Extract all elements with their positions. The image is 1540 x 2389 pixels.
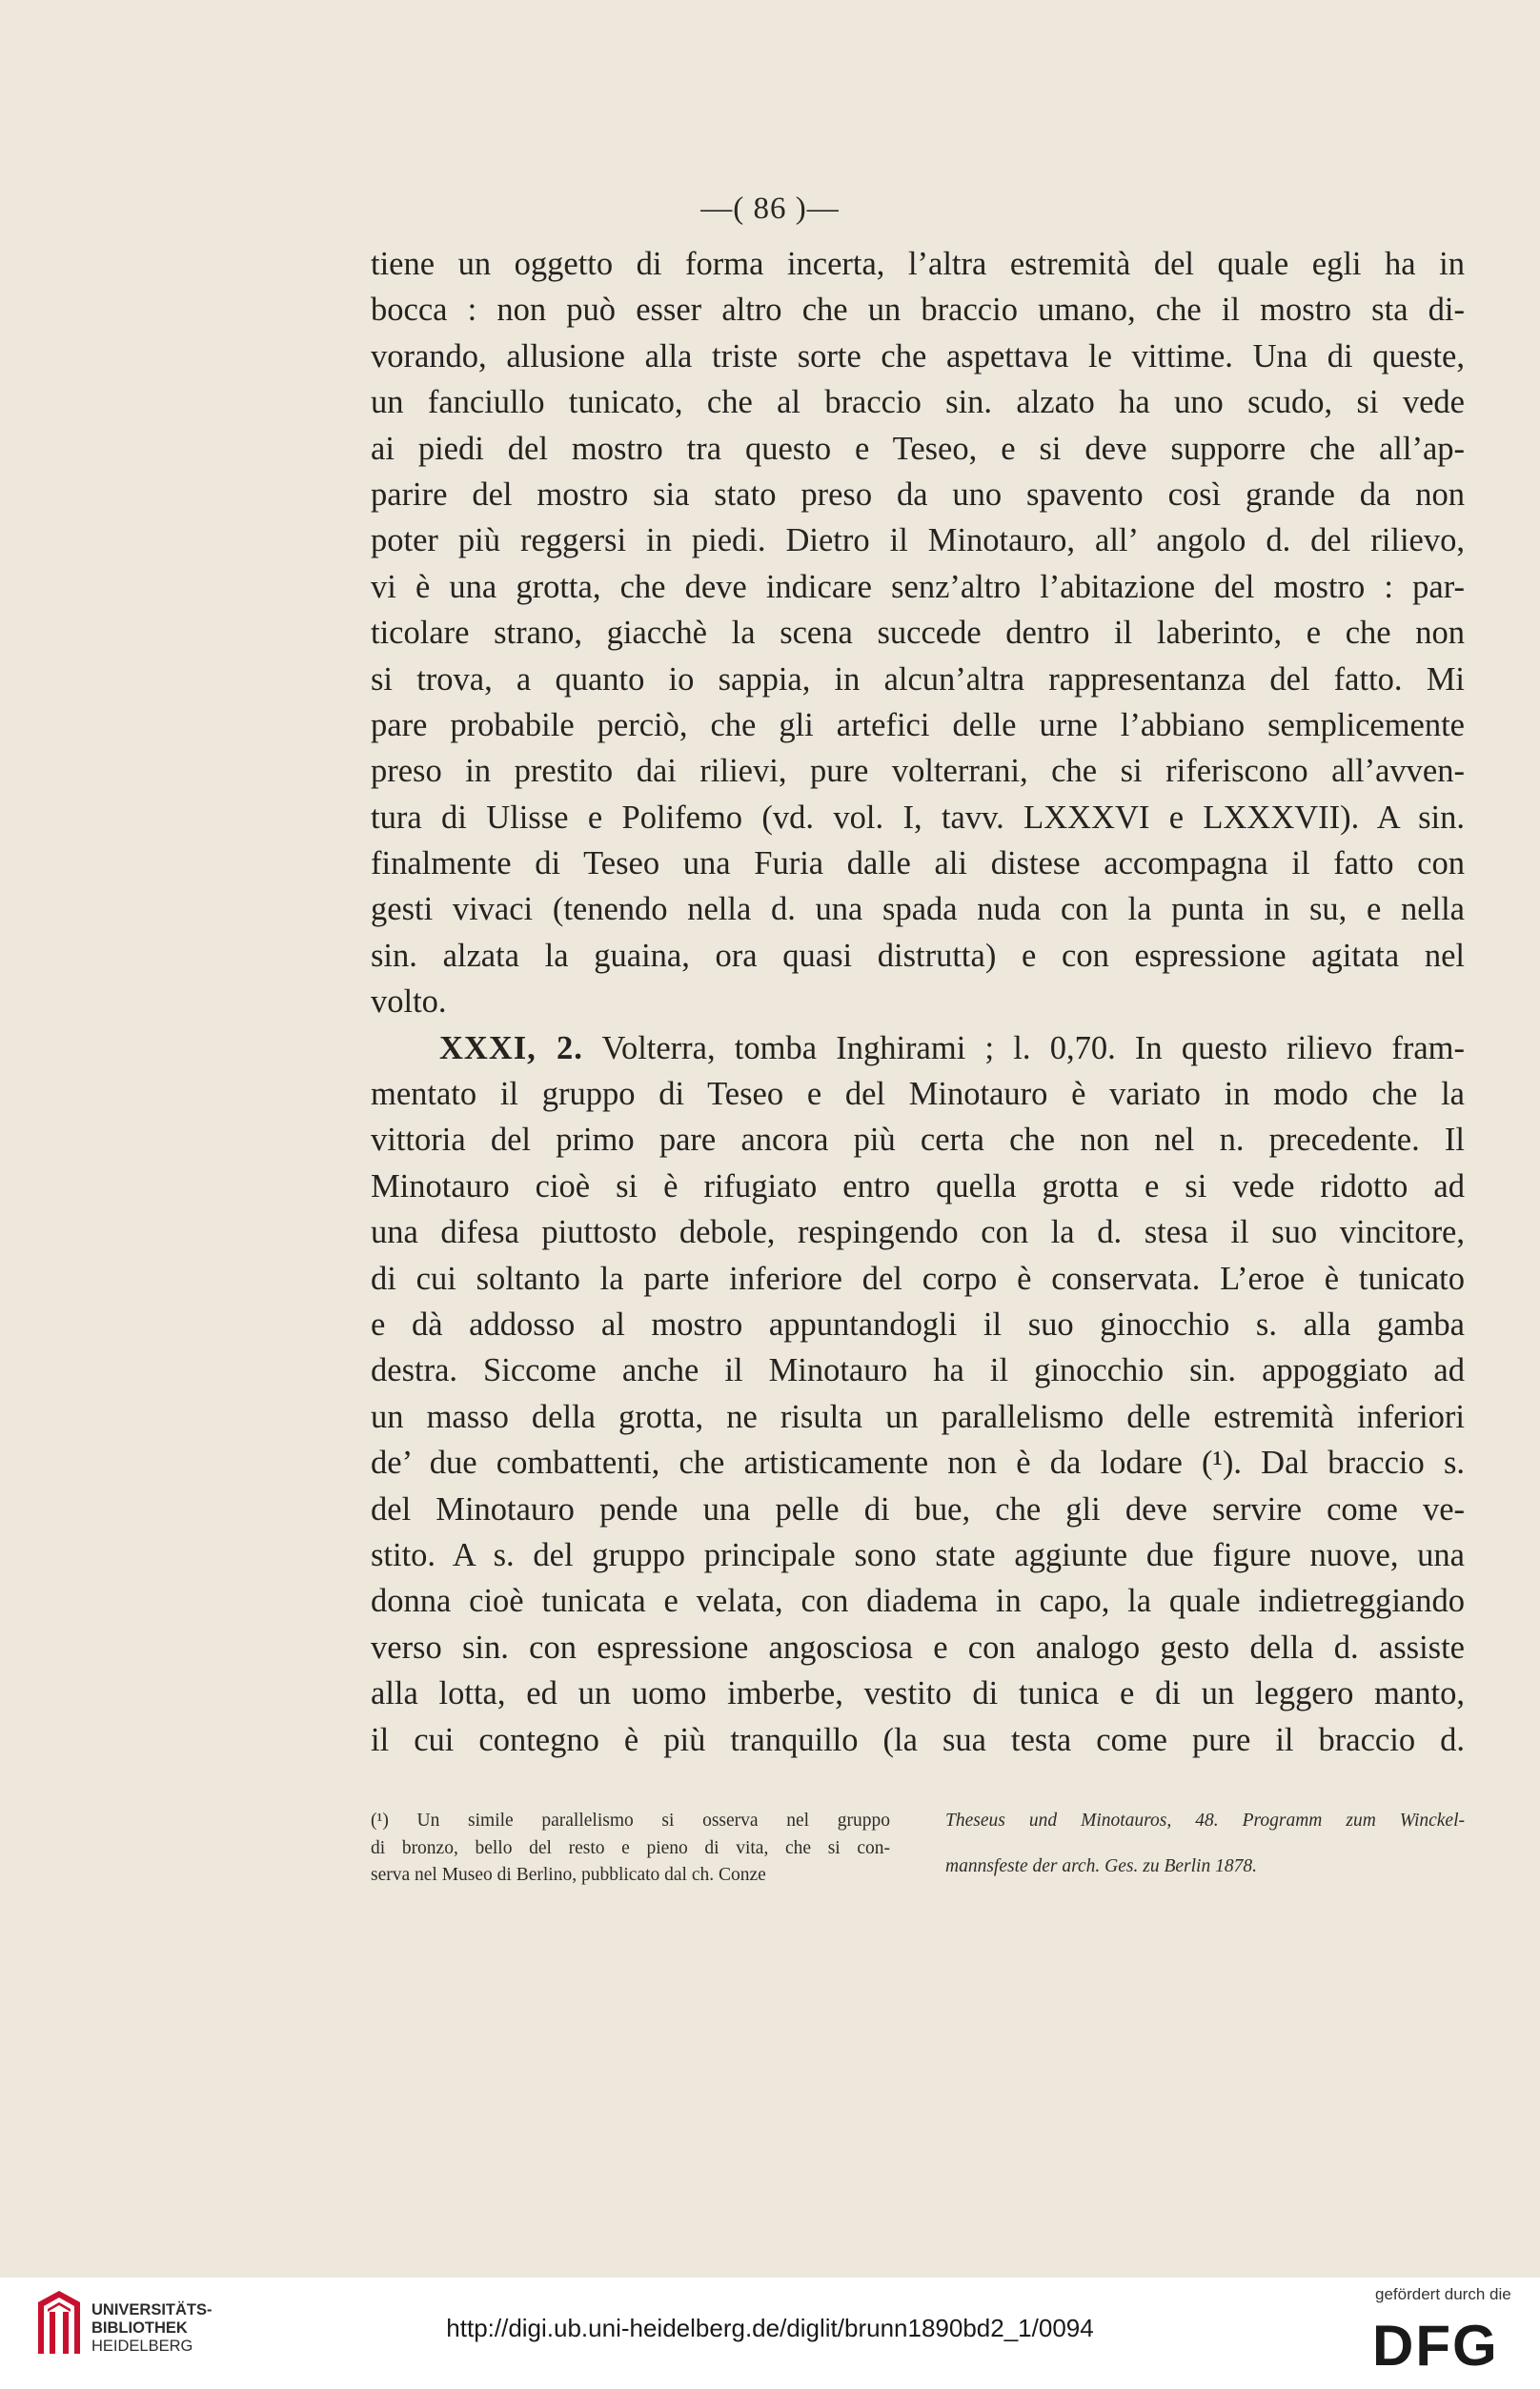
- footnote-line: (¹) Un simile parallelismo si osserva nel gruppo: [371, 1811, 890, 1831]
- text-line: preso in prestito dai rilievi, pure volterrani, che si riferiscono all’avven-: [371, 753, 1465, 790]
- dfg-logo-text: DFG: [1372, 2314, 1499, 2371]
- text-line: vi è una grotta, che deve indicare senz’altro l’abitazione del mostro : par-: [371, 568, 1465, 605]
- footnotes: [371, 1808, 1465, 1900]
- footnote-left-column: [371, 1808, 890, 1900]
- text-line: si trova, a quanto io sappia, in alcun’altra rappresentanza del fatto. Mi: [371, 660, 1465, 698]
- text-line: alla lotta, ed un uomo imberbe, vestito di tunica e di un leggero manto,: [371, 1675, 1465, 1712]
- text-line: donna cioè tunicata e velata, con diadema in capo, la quale indietreggiando: [371, 1583, 1465, 1620]
- text-line: finalmente di Teseo una Furia dalle ali distese accompagna il fatto con: [371, 845, 1465, 882]
- footnote-line: serva nel Museo di Berlino, pubblicato dal ch. Conze: [371, 1865, 766, 1885]
- text-line: ai piedi del mostro tra questo e Teseo, e si deve supporre che all’ap-: [371, 430, 1465, 467]
- permalink-url[interactable]: http://digi.ub.uni-heidelberg.de/diglit/brunn1890bd2_1/0094: [446, 2314, 1094, 2342]
- text-line: sin. alzata la guaina, ora quasi distrutta) e con espressione agitata nel: [371, 937, 1465, 974]
- text-line: de’ due combattenti, che artisticamente non è da lodare (¹). Dal braccio s.: [371, 1445, 1465, 1482]
- text-line: poter più reggersi in piedi. Dietro il Minotauro, all’ angolo d. del rilievo,: [371, 522, 1465, 559]
- text-line: del Minotauro pende una pelle di bue, che gli deve servire come ve-: [371, 1490, 1465, 1528]
- text-line: e dà addosso al mostro appuntandogli il suo ginocchio s. alla gamba: [371, 1306, 1465, 1343]
- text-line: tura di Ulisse e Polifemo (vd. vol. I, tavv. LXXXVI e LXXXVII). A sin.: [371, 799, 1465, 836]
- footnote-line: di bronzo, bello del resto e pieno di vita, che si con-: [371, 1837, 890, 1858]
- text-line: pare probabile perciò, che gli artefici delle urne l’abbiano semplicemente: [371, 706, 1465, 743]
- text-line: [371, 1025, 1465, 1071]
- text-line: vittoria del primo pare ancora più certa che non nel n. precedente. Il: [371, 1122, 1465, 1159]
- text-line: stito. A s. del gruppo principale sono state aggiunte due figure nuove, una: [371, 1536, 1465, 1573]
- text-line: ticolare strano, giacchè la scena succede dentro il laberinto, e che non: [371, 615, 1465, 652]
- library-name-line3: HEIDELBERG: [91, 2338, 193, 2355]
- library-name-line1: UNIVERSITÄTS-: [91, 2301, 213, 2318]
- text-line: un masso della grotta, ne risulta un parallelismo delle estremità inferiori: [371, 1398, 1465, 1435]
- text-line: Minotauro cioè si è rifugiato entro quella grotta e si vede ridotto ad: [371, 1167, 1465, 1205]
- text-line: di cui soltanto la parte inferiore del corpo è conservata. L’eroe è tunicato: [371, 1260, 1465, 1297]
- text-line: tiene un oggetto di forma incerta, l’altra estremità del quale egli ha in: [371, 246, 1465, 282]
- text-line: parire del mostro sia stato preso da uno spavento così grande da non: [371, 476, 1465, 513]
- footnote-line: Theseus und Minotauros, 48. Programm zum Winckel-: [945, 1811, 1465, 1831]
- plate-reference: XXXI, 2.: [439, 1029, 583, 1066]
- text-line: mentato il gruppo di Teseo e del Minotauro è variato in modo che la: [371, 1076, 1465, 1113]
- footnote-right-column: [945, 1808, 1465, 1900]
- dfg-logo-icon[interactable]: [1370, 2314, 1519, 2371]
- text-line: vorando, allusione alla triste sorte che aspettava le vittime. Una di queste,: [371, 337, 1465, 375]
- text-line: destra. Siccome anche il Minotauro ha il ginocchio sin. appoggiato ad: [371, 1352, 1465, 1389]
- text-line: una difesa piuttosto debole, respingendo con la d. stesa il suo vincitore,: [371, 1214, 1465, 1251]
- text-line: il cui contegno è più tranquillo (la sua testa come pure il braccio d.: [371, 1721, 1465, 1758]
- funding-label: gefördert durch die: [1375, 2285, 1511, 2303]
- text-line: un fanciullo tunicato, che al braccio sin. alzato ha uno scudo, si vede: [371, 384, 1465, 421]
- page-number: —( 86 )—: [700, 192, 840, 226]
- text-line: bocca : non può esser altro che un braccio umano, che il mostro sta di-: [371, 292, 1465, 329]
- main-text: [371, 241, 1465, 1763]
- library-name-line2: BIBLIOTHEK: [91, 2319, 188, 2337]
- text-line: volto.: [371, 983, 447, 1021]
- text-line-rest: Volterra, tomba Inghirami ; l. 0,70. In questo rilievo fram-: [582, 1029, 1466, 1066]
- footnote-line: mannsfeste der arch. Ges. zu Berlin 1878.: [945, 1856, 1257, 1877]
- text-line: verso sin. con espressione angosciosa e con analogo gesto della d. assiste: [371, 1629, 1465, 1666]
- text-line: gesti vivaci (tenendo nella d. una spada nuda con la punta in su, e nella: [371, 891, 1465, 928]
